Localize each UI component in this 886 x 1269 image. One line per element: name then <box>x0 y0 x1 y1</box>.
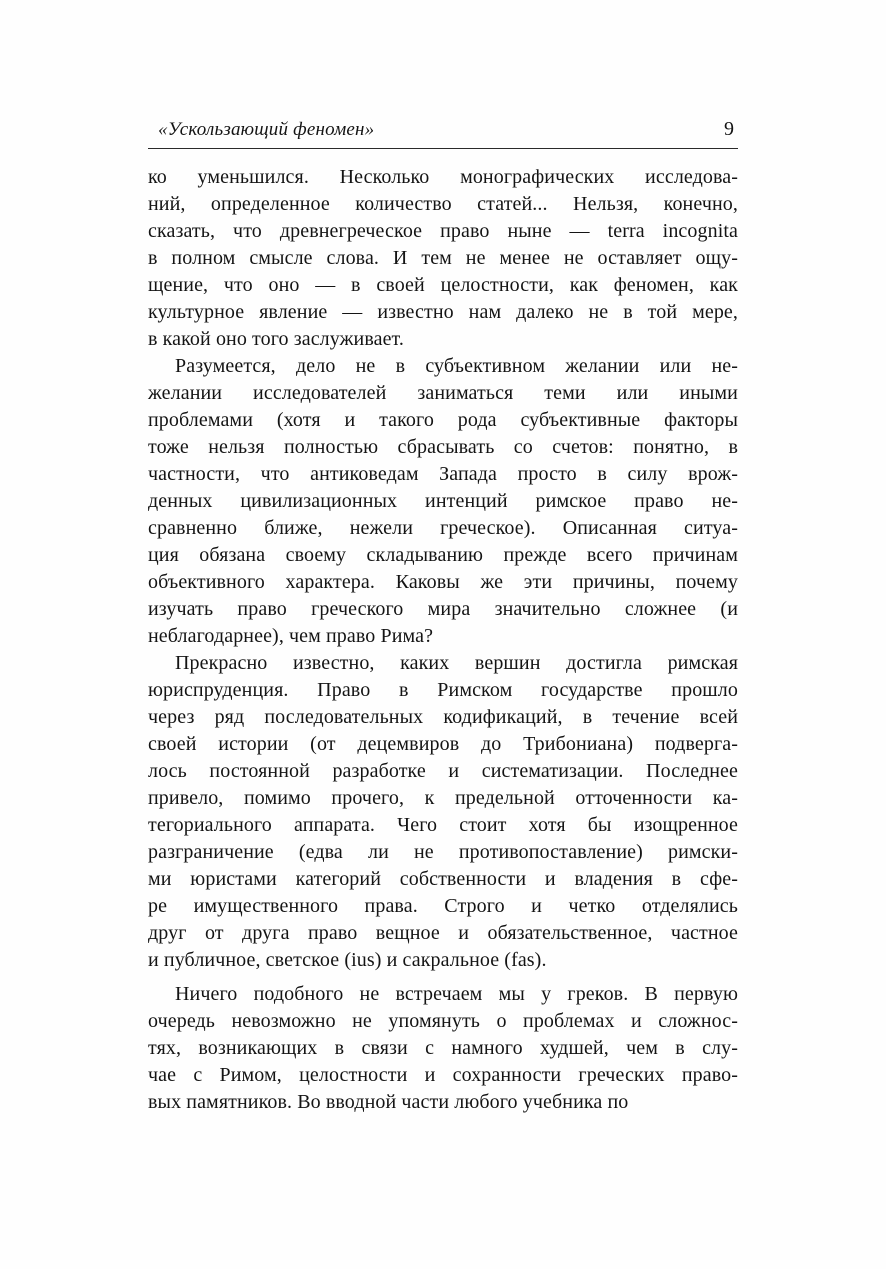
running-title: «Ускользающий феномен» <box>158 119 375 140</box>
text-line: ре имущественного права. Строго и четко отделялись <box>148 895 738 917</box>
text-line: вых памятников. Во вводной части любого учебника по <box>148 1091 629 1113</box>
text-line: ция обязана своему складыванию прежде всего причинам <box>148 544 738 566</box>
text-line: разграничение (едва ли не противопоставление) римски- <box>148 841 738 863</box>
text-line: лось постоянной разработке и систематизации. Последнее <box>148 760 738 782</box>
text-line: чае с Римом, целостности и сохранности греческих право- <box>148 1064 738 1086</box>
text-line: в какой оно того заслуживает. <box>148 328 404 350</box>
running-header <box>148 118 738 149</box>
text-line: Прекрасно известно, каких вершин достигла римская <box>175 652 738 674</box>
text-line: сказать, что древнегреческое право ныне — terra incognita <box>148 220 738 242</box>
text-line: тях, возникающих в связи с намного худшей, чем в слу- <box>148 1037 738 1059</box>
page-body <box>148 164 738 1116</box>
text-line: неблагодарнее), чем право Рима? <box>148 625 434 647</box>
text-line: своей истории (от децемвиров до Трибониана) подверга- <box>148 733 738 755</box>
text-line: юриспруденция. Право в Римском государстве прошло <box>148 679 738 701</box>
text-line: через ряд последовательных кодификаций, в течение всей <box>148 706 738 728</box>
text-line: тоже нельзя полностью сбрасывать со счетов: понятно, в <box>148 436 738 458</box>
text-line: ми юристами категорий собственности и владения в сфе- <box>148 868 738 890</box>
text-line: друг от друга право вещное и обязательственное, частное <box>148 922 738 944</box>
text-line: очередь невозможно не упомянуть о проблемах и сложнос- <box>148 1010 738 1032</box>
text-line: Разумеется, дело не в субъективном желании или не- <box>175 355 738 377</box>
text-line: ко уменьшился. Несколько монографических исследова- <box>148 166 738 188</box>
paragraph <box>148 981 738 1116</box>
text-line: тегориального аппарата. Чего стоит хотя бы изощренное <box>148 814 738 836</box>
text-line: культурное явление — известно нам далеко не в той мере, <box>148 301 738 323</box>
text-line: и публичное, светское (ius) и сакральное (fas). <box>148 949 547 971</box>
text-line: сравненно ближе, нежели греческое). Описанная ситуа- <box>148 517 738 539</box>
text-line: проблемами (хотя и такого рода субъективные факторы <box>148 409 738 431</box>
text-line: в полном смысле слова. И тем не менее не оставляет ощу- <box>148 247 738 269</box>
scanned-book-page <box>148 118 738 1116</box>
text-line: Ничего подобного не встречаем мы у греков. В первую <box>175 983 738 1005</box>
paragraph <box>148 650 738 974</box>
text-line: частности, что антиковедам Запада просто в силу врож- <box>148 463 738 485</box>
text-line: желании исследователей заниматься теми или иными <box>148 382 738 404</box>
text-line: объективного характера. Каковы же эти причины, почему <box>148 571 738 593</box>
paragraph <box>148 353 738 650</box>
page-number: 9 <box>724 118 734 140</box>
text-line: ний, определенное количество статей... Нельзя, конечно, <box>148 193 738 215</box>
text-line: изучать право греческого мира значительно сложнее (и <box>148 598 738 620</box>
paragraph <box>148 164 738 353</box>
text-line: щение, что оно — в своей целостности, как феномен, как <box>148 274 738 296</box>
text-line: денных цивилизационных интенций римское право не- <box>148 490 738 512</box>
text-line: привело, помимо прочего, к предельной отточенности ка- <box>148 787 738 809</box>
